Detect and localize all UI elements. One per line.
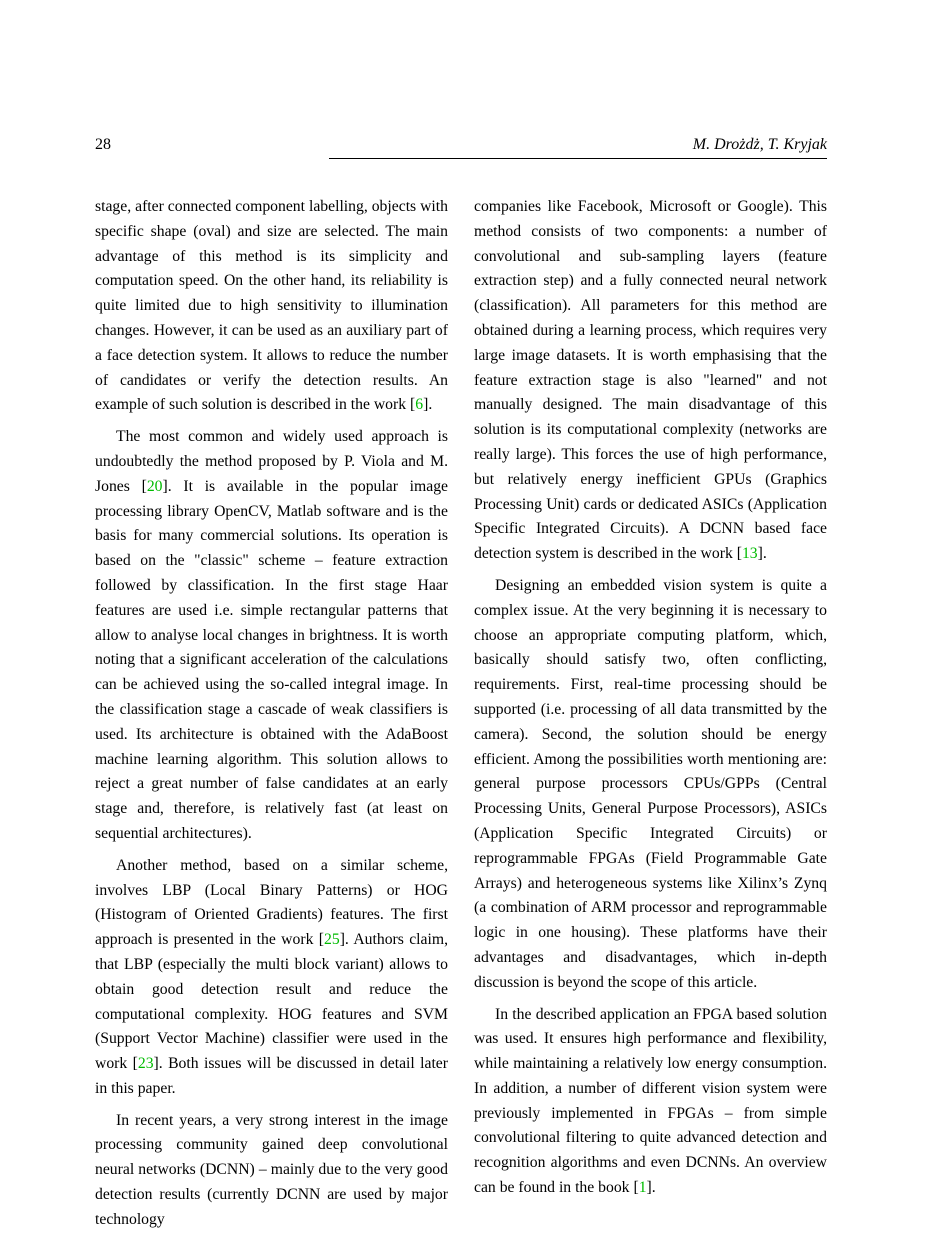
- paragraph: stage, after connected component labelling, objects with specific shape (oval) and size are selected. The main advantage of this method is its simplicity and computation speed. On the other hand, its reliability is quite limited due to high sensitivity to illumination changes. However, it can be used as an auxiliary part of a face detection system. It allows to reduce the number of candidates or verify the detection results. An example of such solution is described in the work [6].: [95, 198, 448, 414]
- citation-number[interactable]: 20: [146, 477, 163, 495]
- paragraph: In recent years, a very strong interest in the image processing community gained deep convolutional neural networks (DCNN) – mainly due to the very good detection results (currently DCNN are used by major technology: [95, 1111, 448, 1228]
- citation-link[interactable]: [6]: [410, 396, 429, 414]
- citation-link[interactable]: [25]: [318, 931, 345, 949]
- citation-number[interactable]: 13: [741, 545, 758, 563]
- citation-number[interactable]: 6: [415, 396, 424, 414]
- header-rule: [329, 158, 827, 159]
- paragraph: The most common and widely used approach is undoubtedly the method proposed by P. Viola and M. Jones [20]. It is available in the popular image processing library OpenCV, Matlab software and is the basis for many commercial solutions. Its operation is based on the "classic" scheme – feature extraction followed by classification. In the first stage Haar features are used i.e. simple rectangular patterns that allow to analyse local changes in brightness. It is worth noting that a significant acceleration of the calculations can be achieved using the so-called integral image. In the classification stage a cascade of weak classifiers is used. Its architecture is obtained with the AdaBoost machine learning algorithm. This solution allows to reject a great number of false candidates at an early stage and, therefore, is relatively fast (at least on sequential architectures).: [95, 428, 448, 842]
- two-column-body: [95, 195, 827, 1240]
- paragraph: companies like Facebook, Microsoft or Google). This method consists of two components: a number of convolutional and sub-sampling layers (feature extraction step) and a fully connected neural network (classification). All parameters for this method are obtained during a learning process, which requires very large image datasets. It is worth emphasising that the feature extraction stage is also "learned" and not manually designed. The main disadvantage of this solution is its computational complexity (networks are really large). This forces the use of high performance, but relatively energy inefficient GPUs (Graphics Processing Unit) cards or dedicated ASICs (Application Specific Integrated Circuits). A DCNN based face detection system is described in the work [13].: [474, 198, 827, 563]
- citation-link[interactable]: [13]: [736, 545, 763, 563]
- citation-number[interactable]: 25: [324, 931, 340, 949]
- content-area: [95, 136, 827, 1240]
- citation-link[interactable]: [20]: [141, 477, 168, 495]
- citation-number[interactable]: 1: [638, 1179, 647, 1197]
- paragraph: Designing an embedded vision system is quite a complex issue. At the very beginning it is necessary to choose an appropriate computing platform, which, basically should satisfy two, often conflicting, requirements. First, real-time processing should be supported (i.e. processing of all data transmitted by the camera). Second, the solution should be energy efficient. Among the possibilities worth mentioning are: general purpose processors CPUs/GPPs (Central Processing Units, General Purpose Processors), ASICs (Application Specific Integrated Circuits) or reprogrammable FPGAs (Field Programmable Gate Arrays) and heterogeneous systems like Xilinx’s Zynq (a combination of ARM processor and reprogrammable logic in one housing). These platforms have their advantages and disadvantages, which in-depth discussion is beyond the scope of this article.: [474, 576, 827, 991]
- page-header: [95, 136, 827, 154]
- running-authors: M. Drożdż, T. Kryjak: [692, 136, 827, 153]
- citation-link[interactable]: [23]: [132, 1055, 159, 1073]
- page-number: 28: [95, 136, 111, 153]
- paragraph: In the described application an FPGA based solution was used. It ensures high performance and flexibility, while maintaining a relatively low energy consumption. In addition, a number of different vision system were previously implemented in FPGAs – from simple convolutional filtering to quite advanced detection and recognition algorithms and even DCNNs. An overview can be found in the book [1].: [474, 1005, 827, 1197]
- citation-number[interactable]: 23: [137, 1055, 154, 1073]
- citation-link[interactable]: [1]: [633, 1179, 652, 1197]
- column-right: [474, 195, 827, 1240]
- paragraph: Another method, based on a similar scheme, involves LBP (Local Binary Patterns) or HOG (Histogram of Oriented Gradients) features. The first approach is presented in the work [25]. Authors claim, that LBP (especially the multi block variant) allows to obtain good detection result and reduce the computational complexity. HOG features and SVM (Support Vector Machine) classifier were used in the work [23]. Both issues will be discussed in detail later in this paper.: [95, 856, 448, 1097]
- column-left: [95, 195, 448, 1240]
